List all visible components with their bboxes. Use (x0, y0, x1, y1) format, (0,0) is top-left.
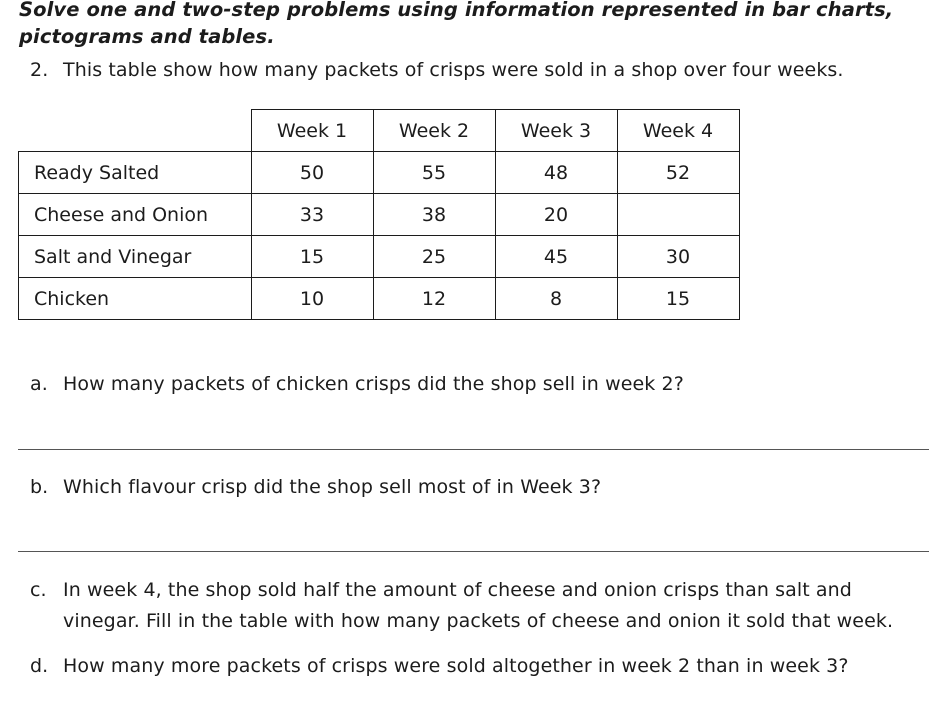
table-row-cheese-and-onion (19, 194, 740, 236)
value-cell: 10 (251, 278, 373, 320)
value-cell: 8 (495, 278, 617, 320)
value-cell: 48 (495, 152, 617, 194)
question-c (30, 575, 913, 637)
question-text: How many more packets of crisps were sold altogether in week 2 than in week 3? (63, 655, 849, 677)
answer-line-a[interactable] (18, 449, 929, 450)
value-cell: 12 (373, 278, 495, 320)
table-row-salt-and-vinegar (19, 236, 740, 278)
flavour-cell: Cheese and Onion (19, 194, 252, 236)
table-row-ready-salted (19, 152, 740, 194)
question-number: 2. (30, 59, 49, 81)
question-text: How many packets of chicken crisps did the shop sell in week 2? (63, 373, 684, 395)
value-cell: 38 (373, 194, 495, 236)
empty-answer-cell[interactable] (617, 194, 739, 236)
header-week-2: Week 2 (373, 110, 495, 152)
question-text: Which flavour crisp did the shop sell most of in Week 3? (63, 476, 602, 498)
value-cell: 25 (373, 236, 495, 278)
table-corner-cell (19, 110, 252, 152)
question-letter: b. (30, 476, 49, 498)
worksheet-heading: Solve one and two-step problems using information represented in bar charts, pictograms and tables. (19, 0, 894, 48)
question-a (30, 369, 913, 400)
value-cell: 52 (617, 152, 739, 194)
value-cell: 45 (495, 236, 617, 278)
crisps-sales-table (18, 109, 740, 320)
question-letter: a. (30, 373, 48, 395)
value-cell: 55 (373, 152, 495, 194)
question-2-intro (30, 57, 844, 83)
value-cell: 30 (617, 236, 739, 278)
question-b (30, 472, 913, 503)
flavour-cell: Salt and Vinegar (19, 236, 252, 278)
value-cell: 15 (251, 236, 373, 278)
value-cell: 15 (617, 278, 739, 320)
answer-line-b[interactable] (18, 551, 929, 552)
question-intro-text: This table show how many packets of crisps were sold in a shop over four weeks. (63, 59, 844, 81)
flavour-cell: Ready Salted (19, 152, 252, 194)
value-cell: 33 (251, 194, 373, 236)
table-header-row (19, 110, 740, 152)
value-cell: 50 (251, 152, 373, 194)
table-row-chicken (19, 278, 740, 320)
header-week-3: Week 3 (495, 110, 617, 152)
header-week-1: Week 1 (251, 110, 373, 152)
question-letter: c. (30, 579, 47, 601)
question-d (30, 651, 913, 682)
flavour-cell: Chicken (19, 278, 252, 320)
question-letter: d. (30, 655, 49, 677)
value-cell: 20 (495, 194, 617, 236)
header-week-4: Week 4 (617, 110, 739, 152)
question-text: In week 4, the shop sold half the amount of cheese and onion crisps than salt and vinegar. Fill in the table with how many packets of cheese and onion it sold that week. (63, 579, 894, 632)
